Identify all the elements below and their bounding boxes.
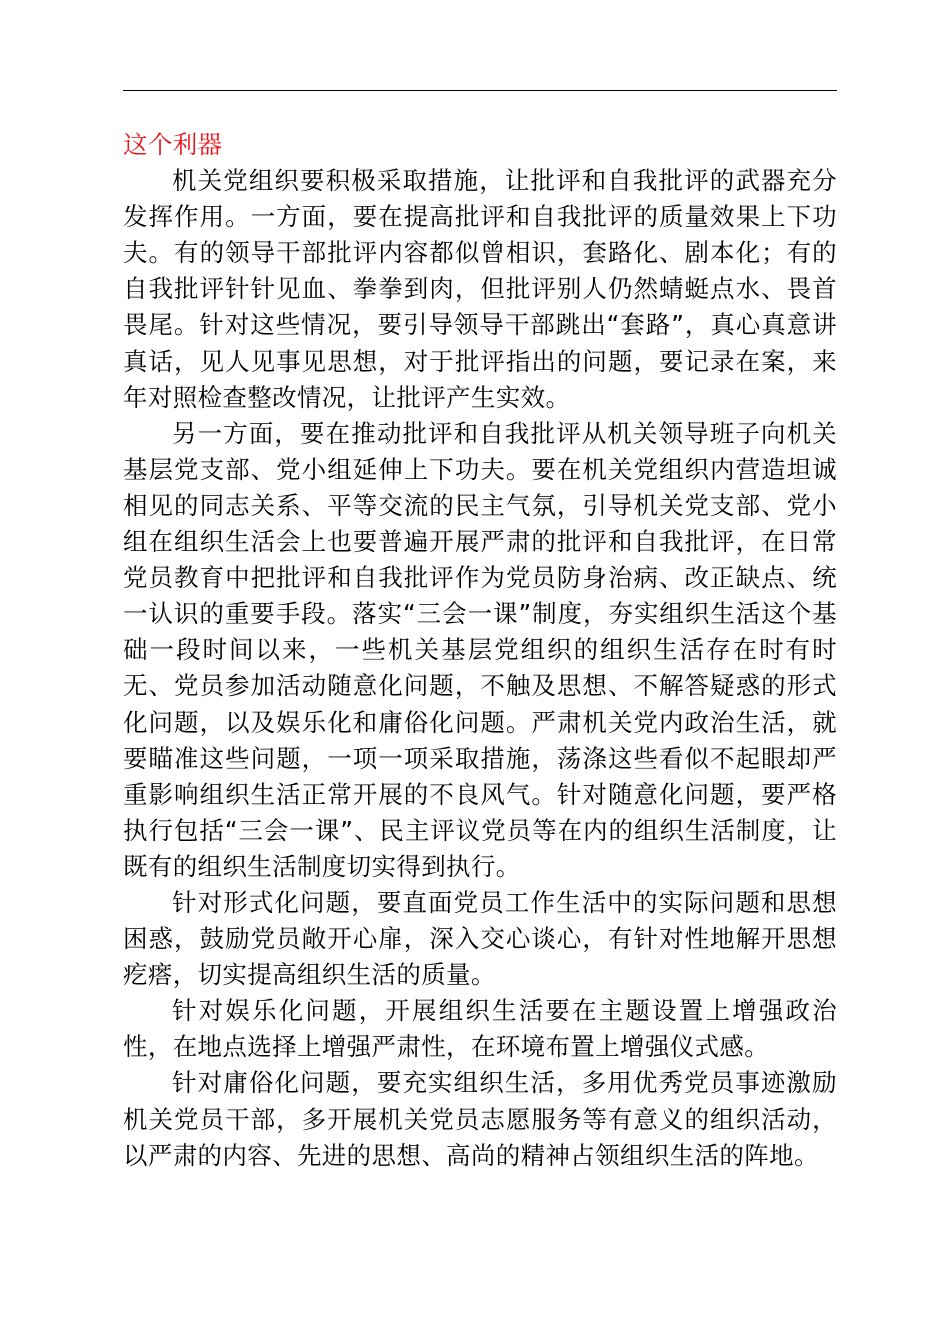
paragraph-5: 针对庸俗化问题，要充实组织生活，多用优秀党员事迹激励机关党员干部，多开展机关党员志愿服务等有意义的组织活动，以严肃的内容、先进的思想、高尚的精神占领组织生活的阵地。 bbox=[123, 1068, 837, 1170]
paragraph-4: 针对娱乐化问题，开展组织生活要在主题设置上增强政治性，在地点选择上增强严肃性，在环境布置上增强仪式感。 bbox=[123, 996, 837, 1062]
document-body bbox=[123, 127, 837, 1174]
paragraph-2: 另一方面，要在推动批评和自我批评从机关领导班子向机关基层党支部、党小组延伸上下功夫。要在机关党组织内营造坦诚相见的同志关系、平等交流的民主气氛，引导机关党支部、党小组在组织生活会上也要普遍开展严肃的批评和自我批评，在日常党员教育中把批评和自我批评作为党员防身治病、改正缺点、统一认识的重要手段。落实“三会一课”制度，夯实组织生活这个基础一段时间以来，一些机关基层党组织的组织生活存在时有时无、党员参加活动随意化问题，不触及思想、不解答疑惑的形式化问题，以及娱乐化和庸俗化问题。严肃机关党内政治生活，就要瞄准这些问题，一项一项采取措施，荡涤这些看似不起眼却严重影响组织生活正常开展的不良风气。针对随意化问题，要严格执行包括“三会一课”、民主评议党员等在内的组织生活制度，让既有的组织生活制度切实得到执行。 bbox=[123, 418, 837, 881]
section-heading: 这个利器 bbox=[123, 130, 223, 159]
paragraph-1: 机关党组织要积极采取措施，让批评和自我批评的武器充分发挥作用。一方面，要在提高批评和自我批评的质量效果上下功夫。有的领导干部批评内容都似曾相识，套路化、剧本化；有的自我批评针针见血、拳拳到肉，但批评别人仍然蜻蜓点水、畏首畏尾。针对这些情况，要引导领导干部跳出“套路”，真心真意讲真话，见人见事见思想，对于批评指出的问题，要记录在案，来年对照检查整改情况，让批评产生实效。 bbox=[123, 166, 837, 412]
header-rule bbox=[123, 90, 837, 91]
paragraph-3: 针对形式化问题，要直面党员工作生活中的实际问题和思想困惑，鼓励党员敞开心扉，深入交心谈心，有针对性地解开思想疙瘩，切实提高组织生活的质量。 bbox=[123, 887, 837, 990]
